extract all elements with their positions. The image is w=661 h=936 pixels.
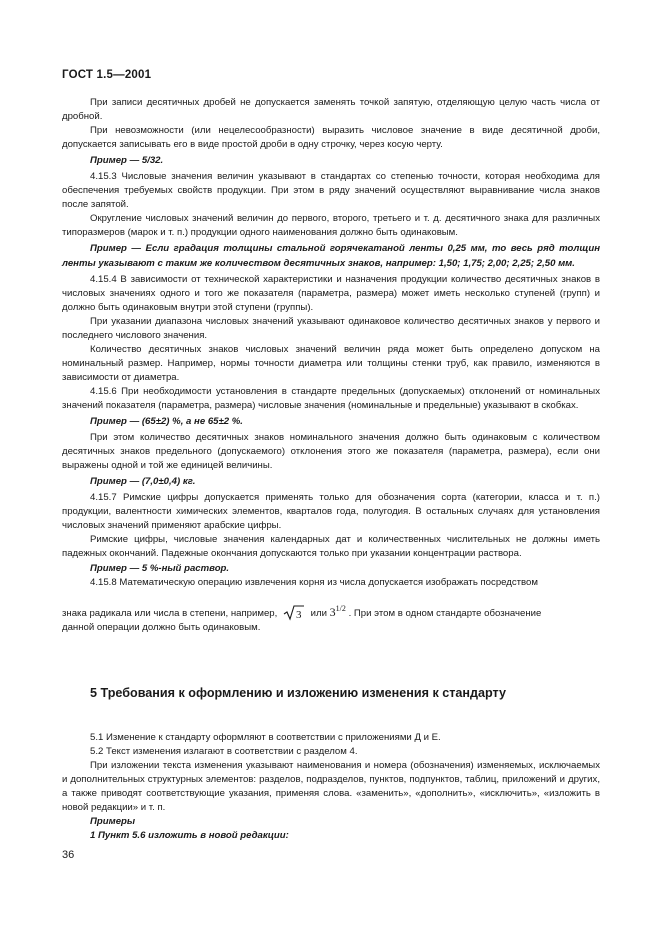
page-number: 36 xyxy=(62,849,75,861)
paragraph: Римские цифры, числовые значения календарных дат и количественных числительных не должны иметь падежных окончаний. Падежные окончания допускаются только при указании концентрации раствора. xyxy=(62,534,600,560)
examples-heading: Примеры xyxy=(90,816,136,828)
example: Пример — (7,0±0,4) кг. xyxy=(90,476,196,488)
document-header: ГОСТ 1.5—2001 xyxy=(62,69,152,81)
paragraph: 5.2 Текст изменения излагают в соответствии с разделом 4. xyxy=(90,746,358,758)
paragraph: Количество десятичных знаков числовых значений величин ряда может быть определено допуском на номинальный размер. Например, нормы точности диаметра или толщины стенки труб, как правило, изменяются в зависимости от диаметра. xyxy=(62,343,600,383)
example: Пример — (65±2) %, а не 65±2 %. xyxy=(90,416,243,428)
example: Пример — Если градация толщины стальной горячекатаной ленты 0,25 мм, то весь ряд толщин ленты указывают с таким же количеством десятичных знаков, например: 1,50; 1,75; 2,00; 2,25; 2,50 мм. xyxy=(62,243,600,269)
formula-text-after: . При этом в одном стандарте обозначение xyxy=(348,607,542,619)
paragraph: 4.15.3 Числовые значения величин указывают в стандартах со степенью точности, которая необходима для обеспечения требуемых свойств продукции. При этом в ряду значений осуществляют выравнивание числа знаков после запятой. xyxy=(62,171,600,211)
section-body xyxy=(62,731,600,843)
paragraph: При изложении текста изменения указывают наименования и номера (обозначения) изменяемых, исключаемых и дополнительных структурных элементов: разделов, подразделов, пунктов, подпунктов, таблиц, приложений и других, а также приводят соответствующие указания, применяя слова. «заменить», «дополнить», «исключить», «изложить в новой редакции» и т. п. xyxy=(62,760,600,814)
paragraph: 4.15.7 Римские цифры допускается применять только для обозначения сорта (категории, класса и т. п.) продукции, валентности химических элементов, кварталов года, полугодия. В остальных случаях для установления числовых значений применяют арабские цифры. xyxy=(62,492,600,532)
formula-text-before: знака радикала или числа в степени, например, xyxy=(62,607,278,619)
body-text xyxy=(62,96,600,635)
paragraph: При указании диапазона числовых значений указывают одинаковое количество десятичных знаков у первого и последнего числового значения. xyxy=(62,315,600,341)
sqrt-formula xyxy=(283,605,305,621)
paragraph: 5.1 Изменение к стандарту оформляют в соответствии с приложениями Д и Е. xyxy=(90,732,441,743)
example: Пример — 5 %-ный раствор. xyxy=(90,562,230,574)
paragraph: 4.15.8 Математическую операцию извлечения корня из числа допускается изображать посредством xyxy=(90,576,538,588)
paragraph: При невозможности (или нецелесообразности) выразить числовое значение в виде десятичной дроби, допускается записывать его в виде простой дроби в одну строчку, через косую черту. xyxy=(62,125,600,151)
section-title: 5 Требования к оформлению и изложению изменения к стандарту xyxy=(90,686,507,700)
paragraph: При записи десятичных дробей не допускается заменять точкой запятую, отделяющую целую часть числа от дробной. xyxy=(62,97,600,123)
power-exponent: 1/2 xyxy=(335,603,346,613)
example: 1 Пункт 5.6 изложить в новой редакции: xyxy=(90,830,289,842)
power-base: 3 xyxy=(329,604,336,619)
paragraph: При этом количество десятичных знаков номинального значения должно быть одинаковым с количеством десятичных знаков предельного (допускаемого) отклонения этого же показателя (параметра, размера), если они выражены одной и той же единицей величины. xyxy=(62,432,600,472)
paragraph: 4.15.4 В зависимости от технической характеристики и назначения продукции количество десятичных знаков в числовых значениях одного и того же показателя (параметра, размера) может иметь несколько ступеней (групп) и должно быть одинаковым внутри этой ступени (группы). xyxy=(62,273,600,313)
formula-paragraph xyxy=(62,602,600,621)
paragraph: Округление числовых значений величин до первого, второго, третьего и т. д. десятичного знака для различных типоразмеров (марок и т. п.) продукции одного наименования должно быть одинаковым. xyxy=(62,213,600,239)
radicand: 3 xyxy=(295,609,302,622)
paragraph: данной операции должно быть одинаковым. xyxy=(62,622,261,634)
paragraph: 4.15.6 При необходимости установления в стандарте предельных (допускаемых) отклонений от номинальных значений показателя (параметра, размера) числовые значения (номинальные и предельные) указывают в скобках. xyxy=(62,385,600,411)
radical-sign-icon xyxy=(283,605,305,621)
formula-text-middle: или xyxy=(310,607,327,619)
example: Пример — 5/32. xyxy=(90,155,164,167)
